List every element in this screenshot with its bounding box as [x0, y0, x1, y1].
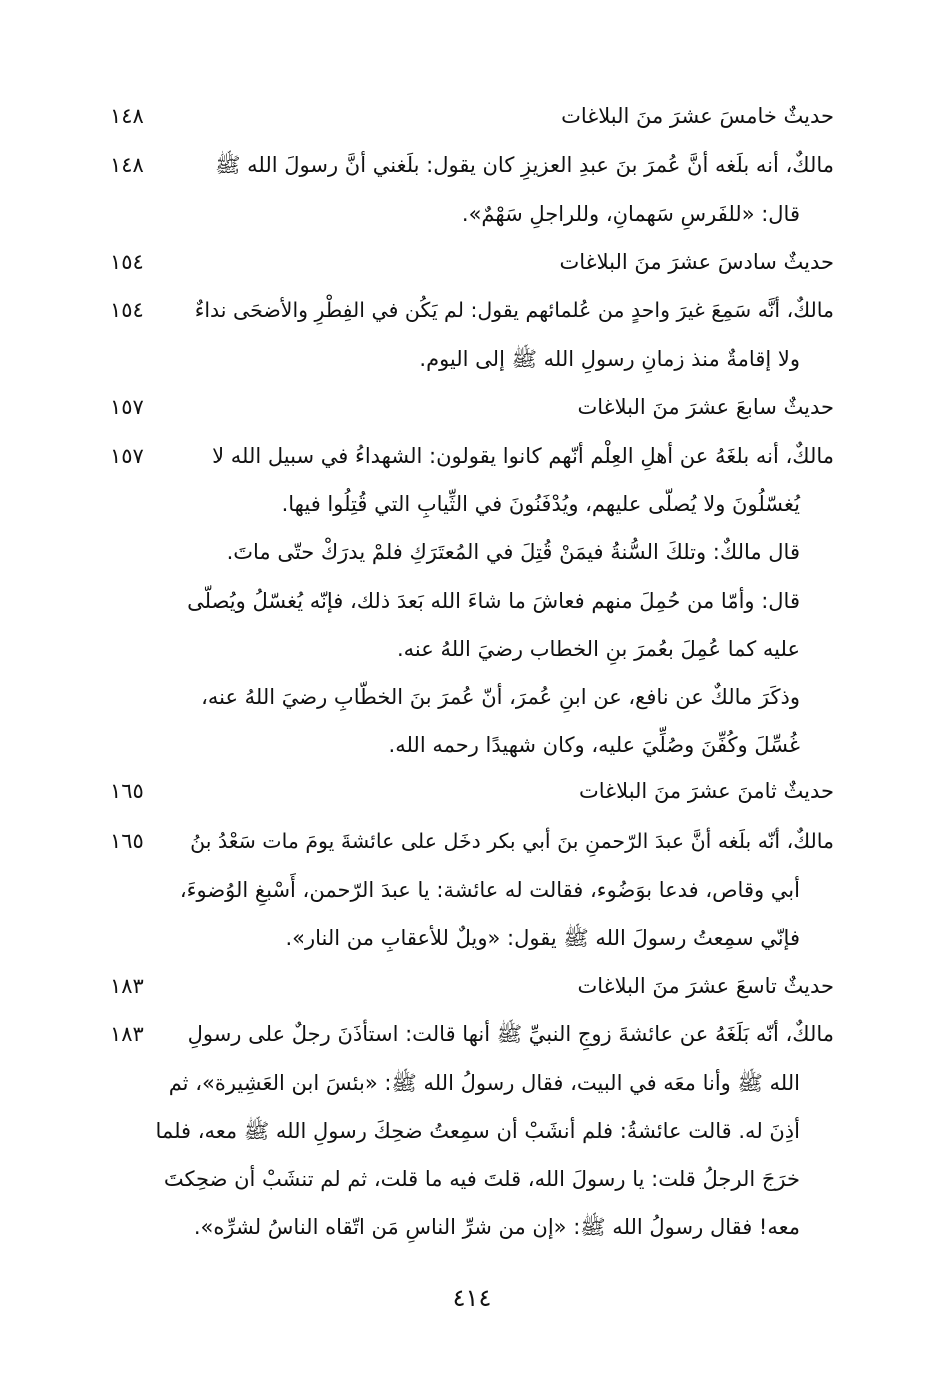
line-text: معه! فقال رسولُ الله ﷺ: «إن من شرِّ الناسِ مَن اتّقاه الناسُ لشرِّه». [193, 1215, 800, 1239]
text-line [110, 577, 834, 625]
text-line [110, 625, 834, 673]
text-line [110, 673, 834, 721]
line-text: مالكٌ، أنه بلَغه أنَّ عُمرَ بنَ عبدِ العزيزِ كان يقول: بلَغني أنَّ رسولَ الله ﷺ [215, 153, 834, 177]
reference-number: ١٦٥ [110, 779, 144, 803]
line-text: قال: وأمّا من حُمِلَ منهم فعاشَ ما شاءَ الله بَعدَ ذلك، فإنّه يُغسّلُ ويُصلّى [187, 589, 800, 613]
line-text: مالكٌ، أنّه بلَغه أنَّ عبدَ الرّحمنِ بنَ أبي بكر دخَل على عائشةَ يومَ مات سَعْدُ بنُ [190, 829, 834, 853]
heading-text: حديثٌ سابعَ عشرَ منَ البلاغات [577, 395, 834, 419]
text-line [110, 286, 834, 334]
line-text: مالكٌ، أنه بلغَهُ عن أهلِ العِلْم أنّهم كانوا يقولون: الشهداءُ في سبيل الله لا [212, 444, 834, 468]
text-line [110, 1107, 834, 1155]
reference-number: ١٥٧ [110, 395, 144, 419]
section-heading [110, 767, 834, 815]
text-line [110, 141, 834, 189]
line-text: أبي وقاص، فدعا بوَضُوء، فقالت له عائشة: يا عبدَ الرّحمن، أَسْبغِ الوُضوءَ، [179, 878, 800, 902]
line-text: خرَجَ الرجلُ قلت: يا رسولَ الله، قلتَ فيه ما قلت، ثم لم تنشَبْ أن ضحِكتَ [163, 1167, 800, 1191]
section-heading [110, 92, 834, 140]
reference-number: ١٥٤ [110, 298, 144, 322]
text-line [110, 1059, 834, 1107]
reference-number: ١٨٣ [110, 1022, 144, 1046]
line-text: قال: «للفَرسِ سَهمانِ، وللراجلِ سَهْمٌ». [461, 202, 800, 226]
reference-number: ١٥٧ [110, 444, 144, 468]
line-text: مالكٌ، أنَّه سَمِعَ غيرَ واحدٍ من عُلمائهم يقول: لم يَكُن في الفِطْرِ والأضحَى نداءٌ [194, 298, 834, 322]
heading-text: حديثٌ ثامنَ عشرَ منَ البلاغات [579, 779, 834, 803]
line-text: أذِنَ له. قالت عائشةُ: فلم أنشَبْ أن سمِعتُ ضحِكَ رسولِ الله ﷺ معه، فلما [155, 1119, 800, 1143]
line-text: فإنّي سمِعتُ رسولَ الله ﷺ يقول: «ويلٌ للأعقابِ من النار». [285, 926, 800, 950]
text-line [110, 866, 834, 914]
section-heading [110, 962, 834, 1010]
text-line [110, 1203, 834, 1251]
text-line [110, 721, 834, 769]
line-text: ولا إقامةٌ منذ زمانِ رسولِ الله ﷺ إلى اليوم. [419, 347, 800, 371]
text-line [110, 190, 834, 238]
reference-number: ١٨٣ [110, 974, 144, 998]
text-line [110, 335, 834, 383]
text-line [110, 1010, 834, 1058]
reference-number: ١٤٨ [110, 153, 144, 177]
reference-number: ١٤٨ [110, 104, 144, 128]
section-heading [110, 383, 834, 431]
line-text: الله ﷺ وأنا معَه في البيت، فقال رسولُ الله ﷺ: «بئسَ ابن العَشِيرة»، ثم [168, 1071, 800, 1095]
heading-text: حديثٌ تاسعَ عشرَ منَ البلاغات [577, 974, 834, 998]
text-line [110, 480, 834, 528]
page-number: ٤١٤ [452, 1284, 492, 1312]
reference-number: ١٦٥ [110, 829, 144, 853]
text-line [110, 1155, 834, 1203]
reference-number: ١٥٤ [110, 250, 144, 274]
text-line [110, 817, 834, 865]
heading-text: حديثٌ سادسَ عشرَ منَ البلاغات [559, 250, 834, 274]
section-heading [110, 238, 834, 286]
line-text: وذكَرَ مالكٌ عن نافع، عن ابنِ عُمرَ، أنّ عُمرَ بنَ الخطّابِ رضيَ اللهُ عنه، [201, 685, 800, 709]
line-text: قال مالكٌ: وتلكَ السُّنةُ فيمَنْ قُتِلَ في المُعتَرَكِ فلمْ يدرَكْ حتّى ماتَ. [226, 540, 800, 564]
text-line [110, 528, 834, 576]
line-text: يُغسّلُونَ ولا يُصلّى عليهم، ويُدْفَنُونَ في الثِّيابِ التي قُتِلُوا فيها. [281, 492, 800, 516]
heading-text: حديثٌ خامسَ عشرَ منَ البلاغات [561, 104, 834, 128]
text-line [110, 432, 834, 480]
line-text: عليه كما عُمِلَ بعُمرَ بنِ الخطاب رضيَ اللهُ عنه. [396, 637, 800, 661]
line-text: غُسِّلَ وكُفِّنَ وصُلِّيَ عليه، وكان شهيدًا رحمه الله. [388, 733, 800, 757]
text-line [110, 914, 834, 962]
line-text: مالكٌ، أنّه بَلَغَهُ عن عائشةَ زوجِ النبيِّ ﷺ أنها قالت: استأذَنَ رجلٌ على رسولِ [187, 1022, 834, 1046]
